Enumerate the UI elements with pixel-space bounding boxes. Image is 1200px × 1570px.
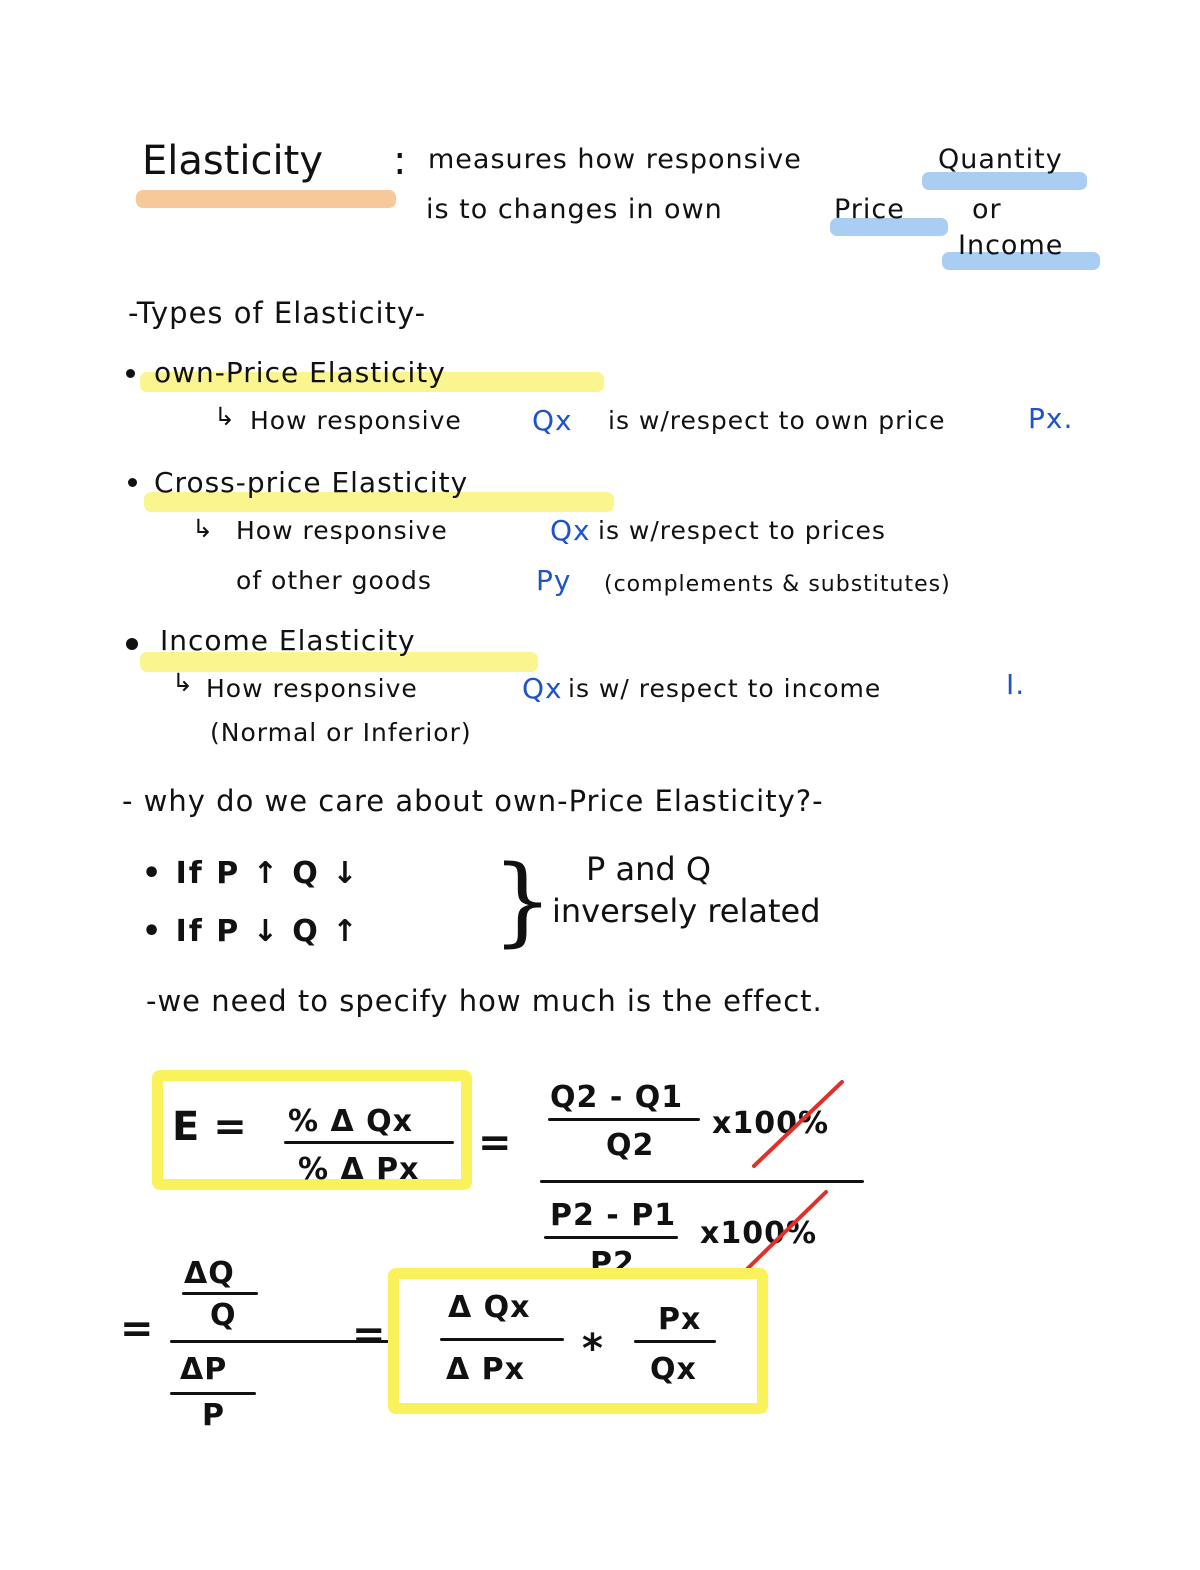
formula-f-bar2: [634, 1340, 716, 1343]
strike-mark-2: [736, 1188, 836, 1278]
formula-num: % Δ Qx: [288, 1104, 414, 1139]
definition-price: Price: [834, 194, 905, 225]
income-desc-var2: I.: [1006, 668, 1026, 701]
formula-f-num2: Px: [658, 1302, 702, 1337]
definition-quantity: Quantity: [938, 144, 1063, 175]
relation-brace: }: [492, 845, 554, 957]
cross-price-desc-mid: is w/respect to prices: [598, 516, 886, 545]
own-price-label: own-Price Elasticity: [154, 356, 446, 389]
definition-line2: is to changes in own: [426, 194, 723, 225]
formula-q: Q: [210, 1298, 237, 1333]
formula-q-den: Q2: [606, 1128, 655, 1163]
relation-text2: inversely related: [552, 892, 821, 930]
formula-eq2: =: [120, 1306, 154, 1352]
formula-f-num1: Δ Qx: [448, 1290, 531, 1325]
formula-f-den1: Δ Px: [446, 1352, 525, 1387]
strike-mark-1: [748, 1078, 848, 1170]
specify-note: -we need to specify how much is the effect.: [146, 984, 823, 1018]
formula-eq: =: [478, 1120, 512, 1166]
formula-p-num: P2 - P1: [550, 1198, 677, 1233]
relation-text1: P and Q: [586, 850, 712, 888]
why-heading: - why do we care about own-Price Elasticity?-: [122, 784, 824, 818]
formula-dq: ΔQ: [184, 1256, 235, 1291]
title-colon: :: [393, 138, 407, 184]
formula-dp: ΔP: [180, 1352, 228, 1387]
cross-price-desc-var2: Py: [536, 564, 572, 597]
formula-p-den: P2: [590, 1246, 635, 1281]
cross-price-desc-var: Qx: [550, 514, 591, 547]
cross-price-desc-pre: How responsive: [236, 516, 448, 545]
formula-p-bar: [544, 1236, 678, 1239]
formula-eq3: =: [352, 1312, 386, 1358]
formula-times1: x100%: [712, 1106, 830, 1141]
formula-dq-bar: [182, 1292, 258, 1295]
formula-p: P: [202, 1398, 225, 1433]
formula-q-bar: [548, 1118, 700, 1121]
income-desc-mid: is w/ respect to income: [568, 674, 882, 703]
cross-price-arrow-icon: ↳: [192, 514, 214, 543]
strike-line-2: [742, 1192, 826, 1274]
income-elasticity-label: Income Elasticity: [160, 624, 416, 657]
income-desc-line2: (Normal or Inferior): [210, 718, 472, 747]
income-desc-pre: How responsive: [206, 674, 418, 703]
own-price-desc-mid: is w/respect to own price: [608, 406, 946, 435]
bullet-own-price: [126, 369, 135, 378]
formula-den: % Δ Px: [298, 1152, 420, 1187]
formula-frac-bar: [284, 1141, 454, 1144]
income-desc-var: Qx: [522, 672, 563, 705]
definition-income: Income: [958, 230, 1064, 261]
own-price-desc-var2: Px.: [1028, 402, 1074, 435]
formula-times2: x100%: [700, 1216, 818, 1251]
definition-or: or: [972, 194, 1002, 225]
formula-e-label: E =: [172, 1104, 247, 1150]
formula-f-den2: Qx: [650, 1352, 697, 1387]
relation-row2: • If P ↓ Q ↑: [142, 914, 360, 949]
cross-price-label: Cross-price Elasticity: [154, 466, 469, 499]
own-price-desc-pre: How responsive: [250, 406, 462, 435]
types-heading: -Types of Elasticity-: [128, 296, 427, 330]
income-arrow-icon: ↳: [172, 668, 194, 697]
formula-dp-bar: [170, 1392, 256, 1395]
own-price-desc-var: Qx: [532, 404, 573, 437]
relation-row1: • If P ↑ Q ↓: [142, 856, 360, 891]
page-title: Elasticity: [142, 138, 323, 184]
bullet-cross-price: [128, 478, 137, 487]
bullet-income: [126, 638, 138, 650]
own-price-arrow-icon: ↳: [214, 402, 236, 431]
cross-price-desc-paren: (complements & substitutes): [604, 572, 951, 597]
title-highlight: [136, 190, 396, 208]
formula-star: *: [582, 1326, 603, 1372]
definition-line1: measures how responsive: [428, 144, 802, 175]
formula-f-bar1: [440, 1338, 564, 1341]
formula-q-num: Q2 - Q1: [550, 1080, 684, 1115]
formula-main-bar: [540, 1180, 864, 1183]
cross-price-desc-line2: of other goods: [236, 566, 432, 595]
strike-line-1: [754, 1082, 842, 1166]
